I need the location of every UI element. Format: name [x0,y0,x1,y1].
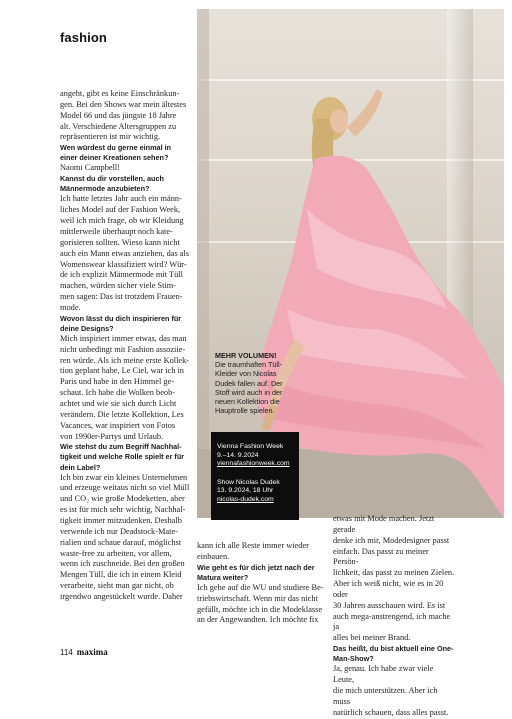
body-text-line: natürlich schauen, dass alles passt. [333,707,449,717]
article-column-1 [60,89,191,603]
interview-question-line: Man-Show? [333,654,374,664]
body-text-line: mittlerweile überhaupt noch kate- [60,226,173,236]
body-text-line: tigkeit immer mitzudenken. Deshalb [60,516,182,525]
body-text-line: Vacances, war inspiriert von Fotos [60,420,176,430]
body-text-line: verändern. Die letzte Kollektion, Les [60,409,184,419]
interview-question-line: dein Label? [60,462,101,472]
interview-question-line: Wovon lässt du dich inspirieren für [60,313,182,323]
body-text-line: und erzeuge weitaus nicht so viel Müll [60,483,190,493]
event-dates: 9.–14. 9.2024 [217,451,259,459]
body-text-line: irgendwo angestückelt wurde. Daher [60,591,183,601]
interview-question-line: Wie geht es für dich jetzt nach der [197,562,315,572]
body-text-line: nicht unbedingt mit Fashion assoziie- [60,344,186,354]
body-text-line: schaut. Ich habe die Wolken beob- [60,388,176,398]
event-title: Show Nicolas Dudek [217,478,280,486]
body-text-line: repräsentieren ist mir wichtig. [60,132,161,142]
body-text-line: mode. [60,302,81,312]
body-text-line: 30 Jahren ausschauen wird. Es ist [333,600,446,610]
interview-question-line: deine Designs? [60,323,114,333]
body-text-line: Ich bin zwar ein kleines Unternehmen [60,472,188,482]
body-text-line: auch ein Mann etwas anziehen, das als [60,248,190,258]
body-text-line: Womenswear klassifiziert wird? Wür- [60,259,187,269]
body-text-line: waste-free zu arbeiten, vor allem, [60,548,172,558]
interview-question-line: Kannst du dir vorstellen, auch [60,174,164,184]
body-text-line: tion geplant habe, Le Ciel, war ich in [60,366,184,376]
body-text-line: weil ich mich frage, ob wir Kleidung [60,216,184,226]
event-title: Vienna Fashion Week [217,443,284,450]
body-text-line: von 1990er-Partys und Urlaub. [60,431,164,441]
interview-question-line: tigkeit und welche Rolle spielt er für [60,452,185,462]
section-label: fashion [60,30,107,45]
body-text-line: Ich hatte letztes Jahr auch ein männ- [60,194,182,204]
interview-question-line: Das heißt, du bist aktuell eine One- [333,644,454,654]
body-text-line: machen, würden sicher viele Stim- [60,281,177,291]
body-text-line: und CO₂ wie große Modeketten, aber [60,494,185,504]
photo-caption [215,351,319,415]
body-text-line: de ich explizit Männermode mit Tüll [60,270,183,280]
body-text-line: men sagen: Das ist trotzdem Frauen- [60,292,183,302]
interview-question-line: Wen würdest du gerne einmal in [60,143,172,153]
magazine-brand: maxima [76,647,108,657]
body-text-line: einbauen. [197,551,230,561]
page-number: 114 [60,648,73,657]
body-text-line: einfach. Das passt zu meiner Persön- [333,546,429,567]
interview-question-line: Männermode anzubieten? [60,184,150,194]
body-text-line: gorisieren sollten. Wieso kann nicht [60,237,180,247]
body-text-line: die mich unterstützen. Aber ich muss [333,686,438,706]
body-text-line: lichkeit, das passt zu meinen Zielen. [333,568,455,578]
body-text-line: rialien und schaue darauf, möglichst [60,537,182,547]
caption-line: Kleider von Nicolas [215,369,277,379]
body-text-line: wenn ich zuschneide. Bei den großen [60,559,185,569]
body-text-line: Model 66 und das jüngste 18 Jahre [60,110,177,120]
body-text-line: verarbeite, sieht man gar nicht, ob [60,581,174,591]
body-text-line: Paris und habe in den Himmel ge- [60,377,175,387]
body-text-line: Aber ich weiß nicht, wie es in 20 oder [333,579,444,599]
body-text-line: kann ich alle Reste immer wieder [197,541,309,550]
caption-line: Dudek fallen auf. Der [215,378,283,388]
body-text-line: Ja, genau. Ich habe zwar viele Leute, [333,664,434,685]
body-text-line: alles bei meiner Brand. [333,633,411,643]
page-footer [60,647,108,657]
body-text-line: Mengen Tüll, die ich in einem Kleid [60,570,182,580]
event-info-box [211,432,299,520]
body-text-line: triebswirtschaft. Wenn mir das nicht [197,593,318,603]
body-text-line: Mich inspiriert immer etwas, das man [60,333,187,343]
body-text-line: denke ich mir, Modedesigner passt [333,535,450,545]
caption-line: Stoff wird auch in der [215,387,283,397]
body-text-line: etwas mit Mode machen. Jetzt gerade [333,514,435,534]
body-text-line: angeht, gibt es keine Einschränkun- [60,89,180,98]
event-show [217,479,293,505]
caption-line: Hauptrolle spielen. [215,406,275,416]
caption-title: MEHR VOLUMEN! [215,351,277,360]
article-column-3 [333,514,456,719]
body-text-line: gefällt, möchte ich in die Modeklasse [197,604,323,614]
caption-line: neuen Kollektion die [215,397,280,407]
body-text-line: verwende ich nur Deadstock-Mate- [60,526,178,536]
event-link[interactable]: viennafashionweek.com [217,460,290,468]
body-text-line: Ich gehe auf die WU und studiere Be- [197,582,324,592]
body-text-line: ren würde. Als ich meine erste Kollek- [60,355,190,365]
article-column-2 [197,541,325,626]
interview-question-line: einer deiner Kreationen sehen? [60,153,169,163]
body-text-line: Naomi Campbell! [60,163,121,173]
body-text-line: achtet und wie sie sich durch Licht [60,398,177,408]
body-text-line: liches Model auf der Fashion Week, [60,205,181,215]
body-text-line: gen. Bei den Shows war mein ältestes [60,99,187,109]
interview-question-line: Matura weiter? [197,572,249,582]
interview-question-line: Wie stehst du zum Begriff Nachhal- [60,442,182,452]
body-text-line: alt. Verschiedene Altersgruppen zu [60,121,177,131]
body-text-line: es ist für mich sehr wichtig, Nachhal- [60,505,186,515]
caption-line: Die traumhaften Tüll- [215,360,282,370]
event-fashion-week [217,443,293,469]
body-text-line: an der Angewandten. Ich möchte fix [197,615,319,625]
body-text-line: auch mega-anstrengend, ich mache ja [333,611,451,632]
event-link[interactable]: nicolas-dudek.com [217,495,274,503]
event-dates: 13. 9.2024, 18 Uhr [217,487,274,495]
